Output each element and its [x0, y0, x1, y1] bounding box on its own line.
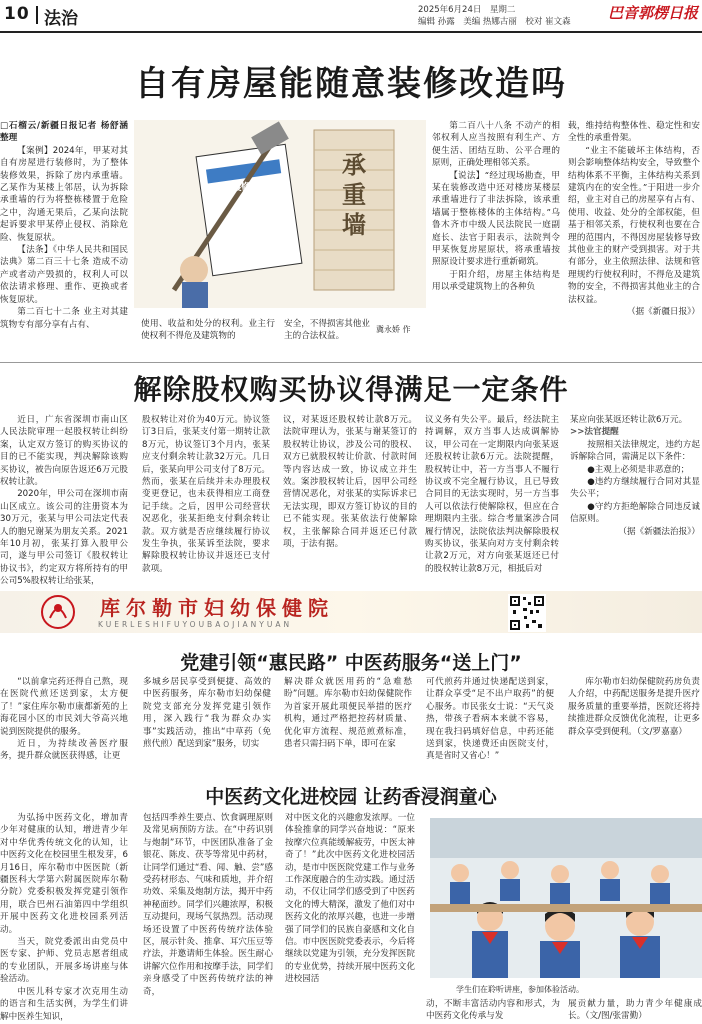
article1-col3: [284, 318, 370, 354]
editor-credits: 编辑 孙露 美编 热娜古丽 校对 崔文森: [418, 17, 571, 27]
article4-col2-text: 包括四季养生要点、饮食调理原则及常见病预防方法。在“中药识别与炮制”环节，中医团队准备了金银花、陈皮、茯苓等常见中药材，让同学们通过“看、闻、触、尝”感受药材形态、气味和质地，并介绍功效、采集及炮制方法，揭开中药神秘面纱。同学们兴趣浓厚，积极互动提问，现场气氛热烈。活动现场还设置了中医药传统疗法体验区，展示针灸、推拿、耳穴压豆等疗法，并邀请师生体验。医生耐心讲解穴位作用和按摩手法，同学们亲身感受了中医药传统疗法的神奇，: [143, 813, 273, 997]
article3-col5-text: 库尔勒市妇幼保健院药房负责人介绍，中药配送服务是提升医疗服务质量的重要举措，医院还将持续推进群众反馈优化流程，让更多群众享受到便利。（文/罗嘉嘉）: [568, 677, 700, 737]
article1-byline: □石榴云/新疆日报记者 杨舒涵 整理: [0, 121, 128, 144]
banner-title: 库尔勒市妇幼保健院: [100, 596, 334, 620]
illustration-doc-text: 房屋装修侵权: [213, 179, 269, 197]
article2-col5-p1: 某应向张某返还转让款6万元。: [570, 415, 688, 425]
hospital-logo-icon: [28, 594, 88, 630]
article1-law2: 第二百七十二条 业主对其建筑物专有部分享有占有、: [0, 307, 128, 330]
article2-col4-text: 议义务有失公平。最后，经法院主持调解，双方当事人达成调解协议，甲公司在一定期限内向张某返还股权转让款6万元。法院提醒，股权转让中，若一方当事人不履行协议或不完全履行协议，且已导致合同目的无法实现时，另一方当事人可以依法行使解除权，但应在合理期限内主张。综合考量案涉合同履行情况，法院依法判决解除股权购买协议，张某向对方支付剩余转让款2万元，对方向张某返还已付的股权转让款8万元，相抵后对: [425, 415, 559, 574]
article4-col1-p2: 当天，院党委派出由党员中医专家、护师、党员志愿者组成的专业团队，开展多场讲座与体验活动。: [0, 937, 128, 985]
article3-col1-p2: 近日，为持续改善医疗服务，提升群众就医获得感，让更: [0, 739, 128, 762]
article1-source: （据《新疆日报》）: [626, 307, 700, 318]
banner-pinyin: KUERLESHIFUYOUBAOJIANYUAN: [98, 620, 293, 629]
article1-col4-p2: 【说法】“经过现场勘查，甲某在装修改造中还对楼房某楼层承重墙进行了非法拆除，该承重墙属于整栋楼体的主体结构。”乌鲁木齐市中级人民法院民一庭副庭长、法官于阳表示，法院判令甲某恢复房屋原状，将承重墙按照原设计要求进行重新砌筑。: [432, 170, 560, 268]
article1-law: 【法条】《中华人民共和国民法典》第二百三十七条 造成不动产或者动产毁损的，权利人可以依法请求修理、重作、更换或者恢复原状。: [0, 245, 128, 305]
article2-col1-p1: 近日，广东省深圳市南山区人民法院审理一起股权转让纠纷案，认定双方签订的购买协议的目的已不能实现，判决解除该购买协议，被告向原告返还6万元股权转让款。: [0, 415, 128, 488]
article2-col5: [570, 414, 700, 586]
divider: [0, 362, 702, 363]
article4-title: 中医药文化进校园 让药香浸润童心: [205, 786, 497, 808]
article4-col4-text: 动，不断丰富活动内容和形式，为中医药文化传承与发: [426, 999, 560, 1022]
article1-case: 【案例】2024年，甲某对其自有房屋进行装修时，为了整体装修效果，拆除了房内承重墙。乙某作为某楼上邻居，认为拆除承重墙的行为将整栋楼置于危险之中，沟通无果后，乙某向法院起诉要求甲某停止侵权、消除危险、恢复原状。: [0, 145, 128, 243]
article2-source: （据《新疆法治报》）: [618, 526, 700, 537]
article1-col5-p2: “业主不能破坏主体结构，否则会影响整体结构安全，导致整个结构体系不平衡，主体结构关系到建筑内在的安全性。”于阳进一步介绍，业主对自己的房屋享有占有、使用、收益、处分的全部权能，但基于相邻关系，行使权利也要在合理的范围内，不得因房屋装修导致其他业主的财产受到损害。对于共有部分，业主依照法律、法规和管理规约行使权利时，不得危及建筑物的安全，不得损害其他业主的合法权益。: [568, 145, 700, 305]
article3-col1: [0, 676, 128, 766]
qr-code-icon[interactable]: [508, 594, 546, 632]
article1-col4-p1: 第二百八十八条 不动产的相邻权利人应当按照有利生产、方便生活、团结互助、公平合理的原则，正确处理相邻关系。: [432, 121, 560, 169]
article2-col1-p2: 2020年，甲公司在深圳市南山区成立。该公司的注册资本为30万元，张某与甲公司法定代表人的胞兄谢某为朋友关系。2021年10月初，张某打算入股甲公司，遂与甲公司签订《股权转让协议书》，约定双方将所持有的甲公司5%股权转让给张某，: [0, 489, 128, 586]
article3-title: 党建引领“惠民路” 中医药服务“送上门”: [180, 652, 522, 674]
header-rule: [0, 31, 702, 33]
header-divider: [36, 6, 38, 24]
article1-col2-text: 使用、收益和处分的权利。业主行使权利不得危及建筑物的: [141, 319, 275, 342]
article2-col4: [425, 414, 559, 586]
article1-col4-p3: 于阳介绍，房屋主体结构是用以承受建筑物上的各种负: [432, 269, 560, 293]
article1-illustration: [134, 120, 426, 308]
article2-col2: [142, 414, 270, 586]
article1-col3-text: 安全，不得损害其他业主的合法权益。: [284, 319, 370, 342]
school-activity-photo: [430, 818, 702, 978]
article2-col1: [0, 414, 128, 586]
photo-caption: 学生们在聆听讲座，参加体验活动。: [456, 985, 584, 994]
article3-col2: [143, 676, 271, 766]
article1-col2: [141, 318, 275, 354]
illustration-caption: 冀永娇 作: [376, 325, 411, 334]
page-number: 10: [4, 4, 30, 24]
article3-col1-p1: “以前拿完药还得自己熬，现在医院代煎还送到家，太方便了！”家住库尔勒市康都新苑的上海花园小区的市民刘大爷高兴地说到医院提供的服务。: [0, 677, 128, 737]
article4-col5-text: 展贡献力量，助力青少年健康成长。（文/图/张雷勤）: [568, 999, 702, 1022]
article3-col4-text: 可代煎药并通过快递配送到家，让群众享受“足不出户取药”的便心服务。市民张女士说：“天气炎热，带孩子看病本来就不容易，现在我扫码填好信息，中药还能送到家，快递费还由医院支付，真是省时又省心！”: [426, 677, 554, 762]
article4-col4: [426, 998, 560, 1024]
article2-col3-text: 议，对某返还股权转让款8万元。法院审理认为，张某与谢某签订的股权转让协议，涉及公司的股权、双方已就股权转让价款、付款时间等内容达成一致，协议成立并生效。案涉股权转让后，因甲公司经营情况恶化，对张某的实际诉求已无法实现，即双方签订协议的目的已不能实现。张某依法行使解除权，主张解除合同并返还已付款项，于法有据。: [283, 415, 417, 550]
article3-col3: [284, 676, 412, 766]
article4-col1-p3: 中医儿科专家才次克用生动的语言和生活实例，为学生们讲解中医养生知识，: [0, 986, 128, 1022]
illustration-sign-text: 承重墙: [342, 150, 366, 239]
condition-3: ●守约方拒绝解除合同违反诚信原则。: [570, 501, 700, 525]
article2-col5-p3: 按照相关法律规定，违约方起诉解除合同，需满足以下条件：: [570, 439, 700, 463]
judge-reminder-heading: >>法官提醒: [570, 427, 619, 438]
article3-col4: [426, 676, 554, 766]
article1-title: 自有房屋能随意装修改造吗: [135, 64, 567, 104]
article3-col5: [568, 676, 700, 766]
article4-col3-text: 对中医文化的兴趣愈发浓厚。一位体验推拿的同学兴奋地说：“原来按摩穴位真能缓解疲劳，中医太神奇了！”此次中医药文化进校园活动，是市中医医院党建工作与业务工作深度融合的生动实践。通过活动，不仅让同学们感受到了中医药文化的博大精深，激发了他们对中医药文化的浓厚兴趣，也进一步增强了同学们的民族自豪感和文化自信。市中医医院党委表示，今后将继续以党建为引领，充分发挥医院的专业优势，持续开展中医药文化进校园活: [285, 813, 415, 985]
article4-col5: [568, 998, 702, 1024]
section-name: 法治: [44, 9, 78, 29]
condition-2: ●违约方继续履行合同对其显失公平；: [570, 477, 700, 500]
article1-col5: [568, 120, 700, 380]
condition-1: ●主观上必须是非恶意的；: [587, 464, 690, 475]
article3-col3-text: 解决群众就医用药的“急难愁盼”问题。库尔勒市妇幼保健院作为首家开展此项便民举措的医疗机构，通过严格把控药材质量、优化审方流程、规范煎煮标准，患者只需扫码下单，即可在家: [284, 677, 412, 750]
article4-col2: [143, 812, 273, 1024]
article4-col1: [0, 812, 128, 1024]
newspaper-logo: 巴音郭楞日报: [608, 4, 699, 22]
article1-col5-p1: 载，维持结构整体性、稳定性和安全性的承重骨架。: [568, 121, 700, 144]
article4-col1-p1: 为弘扬中医药文化，增加青少年对健康的认知，增进青少年对中华优秀传统文化的认知，让中医药文化在校园里生根发芽，6月16日，库尔勒市中医医院（新疆医科大学第六附属医院库尔勒分院）党委积极发挥党建引领作用，联合巴州石油第四中学组织开展中医药文化进校园系列活动。: [0, 813, 128, 935]
article2-col2-text: 股权转让对价为40万元。协议签订3日后，张某支付第一期转让款8万元，协议签订3个月内，张某应支付剩余转让款32万元。几日后，张某向甲公司支付了8万元。然而，张某在后续并未办理股权变更登记，也未获得相应工商登记手续。之后，因甲公司经营状况恶化，张某拒绝支付剩余转让款。双方就是否应继续履行协议发生争执，张某诉至法院，要求解除股权转让协议并返还已支付款项。: [142, 415, 270, 574]
article4-col3: [285, 812, 415, 1024]
article1-col4: [432, 120, 560, 380]
article3-col2-text: 多城乡居民享受到便捷、高效的中医药服务，库尔勒市妇幼保健院党支部充分发挥党建引领作用，深入践行“我为群众办实事”实践活动，推出“中草药（免煎代煎）配送到家”服务，切实: [143, 677, 271, 750]
article2-title: 解除股权购买协议得满足一定条件: [133, 373, 569, 406]
article2-col3: [283, 414, 417, 586]
publish-date: 2025年6月24日 星期二: [418, 5, 516, 15]
